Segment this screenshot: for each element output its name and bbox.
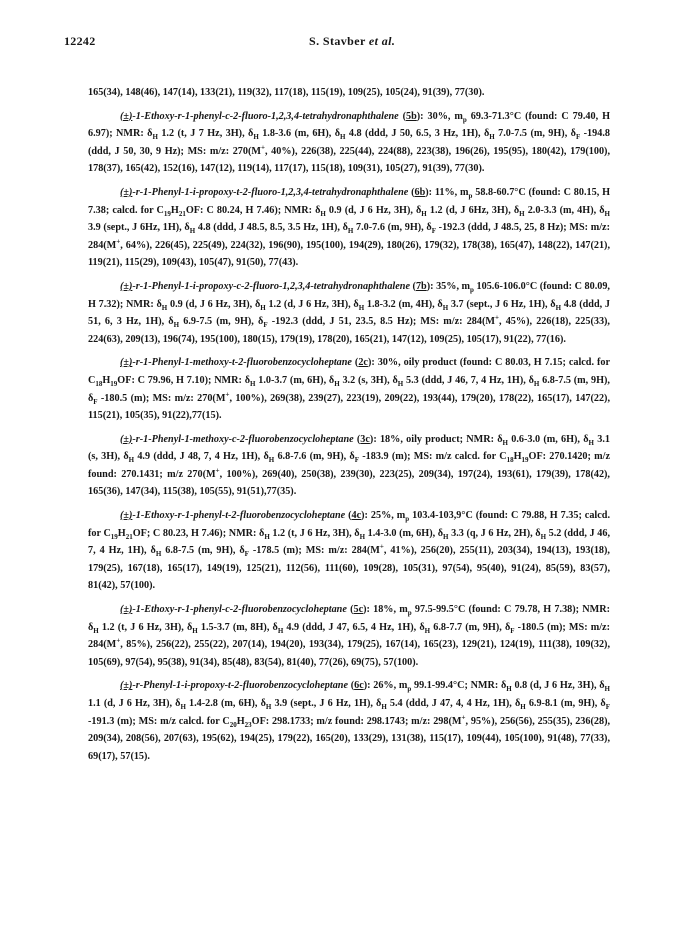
subscript: H (334, 379, 340, 388)
compound-ref: 6b (414, 186, 426, 198)
entry-text: 4.9 (ddd, J 47, 6.5, 4 Hz, 1H), δ (283, 621, 425, 633)
entry-text: OF: 270.1420; m/z found: 270.1431; m/z 270(M (88, 451, 610, 480)
entry-text: , 40%), 226(38), 225(44), 224(88), 223(38), 196(26), 195(95), 180(42), 179(100), 178(37), 165(42), 152(16), 147(12), 119(14), 117(17), 115(18), 109(31), 105(27), 91(39), 77(30). (88, 145, 610, 175)
entry-text: 7.0-7.6 (m, 9H), δ (353, 222, 432, 234)
compound-name (120, 434, 354, 445)
entry-text: 1.4-2.8 (m, 6H), δ (185, 698, 266, 709)
subscript: H (128, 456, 135, 465)
compound-ref: 2c (358, 357, 368, 369)
subscript: p (405, 515, 410, 524)
compound-name (120, 187, 408, 198)
subscript: H (320, 209, 326, 218)
compound-entry: (±)-r-Phenyl-1-i-propoxy-t-2-fluorobenzocycloheptane (6c): 26%, $m_p$ 99.1-99.4°C; NMR: $\delta_H$ 0.8 (d, J 6 Hz, 3H), $\delta_H$ 1.1 (d, J 6 Hz, 3H), $\delta_H$ 1.4-2.8 (m, 6H), $\delta_H$ 3.9 (sept., J 6 Hz, 1H), $\delta_H$ 5.4 (ddd, J 47, 4, 4 Hz, 1H), $\delta_H$ 6.9-8.1 (m, 9H), $\delta_F$ -191.3 (m); MS: m/z calcd. for $C_{20}H_{23}OF$: 298.1733; m/z found: 298.1743; m/z: 298(M+, 95%), 256(56), 255(35), 236(28), 209(34), 208(56), 207(63), 195(62), 194(25), 179(22), 165(20), 133(29), 131(38), 115(17), 109(44), 105(100), 91(48), 77(33), 69(17), 57(15). (88, 680, 611, 762)
entry-text: 3.9 (sept., J 6 Hz, 1H), δ (271, 698, 382, 709)
subscript: F (605, 703, 610, 712)
entry-text: ): 25%, m (361, 510, 406, 522)
compound-name-text: -r-1-Phenyl-1-methoxy-c-2-fluorobenzocycloheptane (132, 433, 354, 445)
entry-text: H (102, 374, 111, 386)
subscript: 21 (125, 532, 133, 541)
subscript: H (519, 209, 525, 218)
stereo-descriptor: (±) (120, 680, 133, 692)
entry-text: 6.9-8.1 (m, 9H), δ (525, 698, 606, 709)
subscript: H (265, 703, 272, 712)
stereo-descriptor: (±) (120, 510, 133, 522)
subscript: H (180, 703, 186, 712)
entry-text: -180.5 (m); MS: m/z: 270(M (97, 392, 226, 404)
subscript: F (354, 456, 360, 465)
subscript: H (347, 227, 354, 236)
entry-text: H (236, 715, 245, 727)
entry-text: -192.3 (ddd, J 51, 23.5, 8.5 Hz); MS: m/z: 284(M (267, 316, 495, 328)
subscript: F (244, 550, 249, 559)
entry-text: 0.9 (d, J 6 Hz, 3H), δ (167, 298, 261, 310)
compound-ref: 6c (354, 680, 364, 692)
subscript: H (421, 209, 427, 218)
entry-text: ): 18%, oily product; NMR: δ (369, 433, 503, 445)
compound-ref: 5b (406, 110, 417, 122)
compound-ref: 4c (351, 510, 362, 522)
entry-text: -194.8 (ddd, J 50, 30, 9 Hz); MS: m/z: 270(M (88, 128, 610, 157)
entry-text: 3.1 (s, 3H), δ (88, 433, 610, 463)
compound-ref: 3c (360, 433, 370, 445)
entry-text: 58.8-60.7°C (found: C 80.15, H 7.38; calcd. for C (88, 186, 610, 216)
compound-name-text: -r-1-Phenyl-1-i-propoxy-c-2-fluoro-1,2,3,4-tetrahydronaphthalene (132, 280, 410, 292)
subscript: H (588, 438, 594, 447)
subscript: F (93, 397, 98, 406)
entry-text: H (170, 204, 179, 216)
entry-text: 0.6-3.0 (m, 6H), δ (507, 433, 589, 445)
compound-entry: (±)-r-1-Phenyl-1-i-propoxy-t-2-fluoro-1,2,3,4-tetrahydronaphthalene (6b): 11%, $m_p$ 58.8-60.7°C (found: C 80.15, H 7.38; calcd. for $C_{19}H_{21}OF$: C 80.24, H 7.46); NMR: $\delta_H$ 0.9 (d, J 6 Hz, 3H), $\delta_H$ 1.2 (d, J 6Hz, 3H), $\delta_H$ 2.0-3.3 (m, 4H), $\delta_H$ 3.9 (sept., J 6Hz, 1H), $\delta_H$ 4.8 (ddd, J 48.5, 8.5, 3.5 Hz, 1H), $\delta_H$ 7.0-7.6 (m, 9H), $\delta_F$ -192.3 (ddd, J 48.5, 25, 8 Hz); MS: m/z: 284(M+, 64%), 226(45), 225(49), 224(32), 196(90), 195(100), 194(29), 180(26), 179(32), 178(38), 165(47), 148(22), 147(21), 119(21), 115(29), 109(43), 105(47), 91(50), 77(43). (88, 186, 610, 269)
entry-text: 6.8-7.6 (m, 9H), δ (274, 451, 355, 463)
compound-name-text: -r-1-Phenyl-1-methoxy-t-2-fluorobenzocycloheptane (132, 357, 352, 369)
entry-text: 6.8-7.7 (m, 9H), δ (430, 621, 511, 633)
stereo-descriptor: (±) (120, 280, 133, 292)
entry-text: 97.5-99.5°C (found: C 79.78, H 7.38); NMR: δ (88, 604, 610, 633)
entry-text: 4.8 (ddd, J 51, 6, 3 Hz, 1H), δ (88, 298, 611, 328)
compound-name (120, 510, 345, 521)
entry-text: 7.0-7.5 (m, 9H), δ (494, 128, 576, 140)
entry-text: 6.8-7.5 (m, 9H), δ (88, 374, 610, 404)
entry-text: -192.3 (ddd, J 48.5, 25, 8 Hz); MS: m/z: 284(M (88, 222, 610, 251)
compound-entry: (±)-r-1-Phenyl-1-methoxy-t-2-fluorobenzocycloheptane (2c): 30%, oily product (found: C 80.03, H 7.15; calcd. for $C_{18}H_{19}OF$: C 79.96, H 7.10); NMR: $\delta_H$ 1.0-3.7 (m, 6H), $\delta_H$ 3.2 (s, 3H), $\delta_H$ 5.3 (ddd, J 46, 7, 4 Hz, 1H), $\delta_H$ 6.8-7.5 (m, 9H), $\delta_F$ -180.5 (m); MS: m/z: 270(M+, 100%), 269(38), 239(27), 223(19), 209(22), 193(44), 179(20), 178(22), 165(17), 147(22), 115(21), 105(35), 91(22),77(15). (88, 357, 610, 422)
subscript: H (397, 379, 404, 388)
entry-text: , 64%), 226(45), 225(49), 224(32), 196(90), 195(100), 194(29), 180(26), 179(32), 178(38), 165(47), 148(22), 147(21), 119(21), 115(29), 109(43), 105(47), 91(50), 77(43). (88, 239, 610, 269)
subscript: H (359, 532, 366, 541)
subscript: p (462, 115, 467, 124)
entry-text: 1.2 (t, J 6 Hz, 3H), δ (98, 621, 193, 633)
entry-text: , 85%), 256(22), 255(22), 207(14), 194(20), 193(34), 179(25), 167(14), 165(23), 129(21), 124(19), 111(38), 109(32), 105(69), 97(54), 95(38), 91(34), 85(48), 83(54), 81(40), 77(26), 69(75), 57(100). (88, 639, 610, 668)
subscript: p (407, 685, 412, 694)
compound-name (120, 111, 399, 122)
entry-text: 3.3 (q, J 6 Hz, 2H), δ (448, 527, 541, 539)
subscript: H (173, 321, 180, 330)
entry-text: 103.4-103,9°C (found: C 79.88, H 7.35; calcd. for C (88, 510, 610, 539)
subscript: H (93, 626, 99, 635)
compound-entry: (±)-1-Ethoxy-r-1-phenyl-t-2-fluorobenzocycloheptane (4c): 25%, $m_p$ 103.4-103,9°C (found: C 79.88, H 7.35; calcd. for $C_{19}H_{21}OF$; C 80.23, H 7.46); NMR: $\delta_H$ 1.2 (t, J 6 Hz, 3H), $\delta_H$ 1.4-3.0 (m, 6H), $\delta_H$ 3.3 (q, J 6 Hz, 2H), $\delta_H$ 5.2 (ddd, J 46, 7, 4 Hz, 1H), $\delta_H$ 6.8-7.5 (m, 9H), $\delta_F$ -178.5 (m); MS: m/z: 284(M+, 41%), 256(20), 255(11), 203(34), 194(13), 193(18), 179(25), 167(18), 165(17), 149(19), 125(21), 112(56), 111(60), 109(28), 105(31), 97(54), 95(40), 91(24), 85(59), 83(57), 81(42), 57(100). (88, 510, 610, 592)
entry-text: OF: C 79.96, H 7.10); NMR: δ (117, 374, 251, 386)
subscript: H (604, 685, 610, 694)
subscript: H (161, 303, 168, 312)
subscript: H (424, 626, 431, 635)
superscript: + (116, 237, 121, 246)
subscript: 20 (229, 720, 237, 729)
compound-name (120, 680, 348, 691)
page-header (64, 34, 594, 50)
subscript: H (260, 303, 266, 312)
running-title-author: S. Stavber (309, 34, 366, 48)
entry-text: 1.4-3.0 (m, 6H), δ (365, 527, 444, 539)
compound-name-text: -1-Ethoxy-r-1-phenyl-c-2-fluorobenzocycloheptane (132, 604, 347, 616)
subscript: 19 (110, 532, 118, 541)
continued-ms-data: 165(34), 148(46), 147(14), 133(21), 119(32), 117(18), 115(19), 109(25), 105(24), 91(39), 77(30). (88, 87, 485, 98)
entry-text: 1.1 (d, J 6 Hz, 3H), δ (88, 698, 181, 709)
compound-ref: 5c (353, 604, 364, 616)
compound-name-text: -r-Phenyl-1-i-propoxy-t-2-fluorobenzocycloheptane (132, 680, 348, 692)
entry-text: -183.9 (m); MS: m/z calcd. for C (359, 451, 507, 463)
compound-entry: (±)-1-Ethoxy-r-1-phenyl-c-2-fluoro-1,2,3,4-tetrahydronaphthalene (5b): 30%, $m_p$ 69.3-71.3°C (found: C 79.40, H 6.97); NMR: $\delta_H$ 1.2 (t, J 7 Hz, 3H), $\delta_H$ 1.8-3.6 (m, 6H), $\delta_H$ 4.8 (ddd, J 50, 6.5, 3 Hz, 1H), $\delta_H$ 7.0-7.5 (m, 9H), $\delta_F$ -194.8 (ddd, J 50, 30, 9 Hz); MS: m/z: 270(M+, 40%), 226(38), 225(44), 224(88), 223(38), 196(26), 195(95), 180(42), 179(100), 178(37), 165(42), 152(16), 147(12), 119(14), 117(17), 115(18), 109(31), 105(27), 91(39), 77(30). (88, 110, 610, 175)
subscript: F (263, 321, 268, 330)
subscript: H (502, 438, 508, 447)
entry-text: OF: 298.1733; m/z found: 298.1743; m/z: 298(M (251, 715, 462, 727)
experimental-section (88, 84, 610, 771)
subscript: H (264, 532, 270, 541)
entry-text: 1.5-3.7 (m, 8H), δ (197, 621, 278, 633)
stereo-descriptor: (±) (120, 433, 133, 445)
entry-text: H (513, 451, 522, 463)
compound-entry: (±)-r-1-Phenyl-1-i-propoxy-c-2-fluoro-1,2,3,4-tetrahydronaphthalene (7b): 35%, $m_p$ 105.6-106.0°C (found: C 80.09, H 7.32); NMR: $\delta_H$ 0.9 (d, J 6 Hz, 3H), $\delta_H$ 1.2 (d, J 6 Hz, 3H), $\delta_H$ 1.8-3.2 (m, 4H), $\delta_H$ 3.7 (sept., J 6 Hz, 1H), $\delta_H$ 4.8 (ddd, J 51, 6, 3 Hz, 1H), $\delta_H$ 6.9-7.5 (m, 9H), $\delta_F$ -192.3 (ddd, J 51, 23.5, 8.5 Hz); MS: m/z: 284(M+, 45%), 226(18), 225(33), 224(63), 209(13), 196(74), 195(100), 180(15), 179(19), 178(20), 165(21), 147(12), 109(25), 105(17), 91(22), 77(16). (88, 280, 611, 345)
entry-text: ): 26%, m (363, 680, 408, 692)
compound-name-text: -1-Ethoxy-r-1-phenyl-c-2-fluoro-1,2,3,4-tetrahydronaphthalene (132, 110, 399, 122)
superscript: + (116, 636, 121, 645)
running-title-suffix: et al. (368, 34, 396, 48)
subscript: H (189, 227, 196, 236)
entry-text: 4.9 (ddd, J 48, 7, 4 Hz, 1H), δ (134, 451, 269, 463)
entry-text: , 41%), 256(20), 255(11), 203(34), 194(13), 193(18), 179(25), 167(18), 165(17), 149(19), 125(21), 112(56), 111(60), 109(28), 105(31), 97(54), 95(40), 91(24), 85(59), 83(57), 81(42), 57(100). (88, 545, 610, 592)
entry-text: ): 11%, m (425, 186, 469, 198)
subscript: H (155, 550, 162, 559)
entry-text: 1.0-3.7 (m, 6H), δ (255, 374, 335, 386)
entry-text: 1.8-3.2 (m, 4H), δ (364, 298, 443, 310)
subscript: H (253, 133, 259, 142)
compound-entry: (±)-r-1-Phenyl-1-methoxy-c-2-fluorobenzocycloheptane (3c): 18%, oily product; NMR: $\delta_H$ 0.6-3.0 (m, 6H), $\delta_H$ 3.1 (s, 3H), $\delta_H$ 4.9 (ddd, J 48, 7, 4 Hz, 1H), $\delta_H$ 6.8-7.6 (m, 9H), $\delta_F$ -183.9 (m); MS: m/z calcd. for $C_{18}H_{19}OF$: 270.1420; m/z found: 270.1431; m/z 270(M+, 100%), 269(40), 250(38), 239(30), 223(25), 209(34), 197(24), 193(61), 179(39), 178(42), 165(36), 147(34), 115(38), 105(55), 91(51),77(35). (88, 433, 610, 498)
superscript: + (215, 466, 220, 475)
subscript: H (555, 303, 562, 312)
entry-text: 5.4 (ddd, J 47, 4, 4 Hz, 1H), δ (386, 698, 521, 709)
subscript: H (339, 133, 346, 142)
entry-text: 0.8 (d, J 6 Hz, 3H), δ (511, 680, 605, 692)
entry-text: 6.9-7.5 (m, 9H), δ (179, 316, 264, 328)
entry-text: -178.5 (m); MS: m/z: 284(M (248, 545, 380, 557)
superscript: + (494, 313, 499, 322)
stereo-descriptor: (±) (120, 186, 133, 198)
subscript: H (442, 303, 449, 312)
superscript: + (379, 542, 384, 551)
subscript: F (575, 133, 581, 142)
page-number: 12242 (64, 34, 96, 48)
subscript: p (470, 285, 474, 294)
entry-text: , 95%), 256(56), 255(35), 236(28), 209(34), 208(56), 207(63), 195(62), 194(25), 179(22), 165(20), 133(29), 131(38), 115(17), 109(44), 105(100), 91(48), 77(33), 69(17), 57(15). (88, 715, 611, 762)
subscript: H (250, 379, 256, 388)
entry-text: 1.2 (d, J 6 Hz, 3H), δ (265, 298, 359, 310)
entry-text: 3.9 (sept., J 6Hz, 1H), δ (88, 222, 190, 234)
subscript: H (604, 209, 610, 218)
subscript: H (192, 626, 198, 635)
entry-text: 1.8-3.6 (m, 6H), δ (258, 128, 340, 140)
entry-text: 5.2 (ddd, J 46, 7, 4 Hz, 1H), δ (88, 527, 610, 557)
entry-text: 105.6-106.0°C (found: C 80.09, H 7.32); NMR: δ (88, 280, 610, 310)
subscript: 18 (95, 379, 103, 388)
subscript: H (533, 379, 540, 388)
subscript: 23 (244, 720, 252, 729)
entry-text: , 100%), 269(40), 250(38), 239(30), 223(25), 209(34), 197(24), 193(61), 179(39), 178(42), 165(36), 147(34), 115(38), 105(55), 91(51),77(35). (88, 468, 610, 498)
subscript: 19 (521, 456, 529, 465)
entry-text: 3.2 (s, 3H), δ (339, 374, 398, 386)
subscript: H (268, 456, 275, 465)
compound-entry: (±)-1-Ethoxy-r-1-phenyl-c-2-fluorobenzocycloheptane (5c): 18%, $m_p$ 97.5-99.5°C (found: C 79.78, H 7.38); NMR: $\delta_H$ 1.2 (t, J 6 Hz, 3H), $\delta_H$ 1.5-3.7 (m, 8H), $\delta_H$ 4.9 (ddd, J 47, 6.5, 4 Hz, 1H), $\delta_H$ 6.8-7.7 (m, 9H), $\delta_F$ -180.5 (m); MS: m/z: 284(M+, 85%), 256(22), 255(22), 207(14), 194(20), 193(34), 179(25), 167(14), 165(23), 129(21), 124(19), 111(38), 109(32), 105(69), 97(54), 95(38), 91(34), 85(48), 83(54), 81(40), 77(26), 69(75), 57(100). (88, 604, 610, 668)
entry-text: 4.8 (ddd, J 48.5, 8.5, 3.5 Hz, 1H), δ (195, 222, 348, 234)
entry-text: OF; C 80.23, H 7.46); NMR: δ (132, 527, 265, 539)
subscript: H (358, 303, 365, 312)
subscript: p (407, 609, 412, 618)
compound-ref: 7b (415, 280, 427, 292)
subscript: H (443, 532, 449, 541)
entry-text: 0.9 (d, J 6 Hz, 3H), δ (325, 204, 422, 216)
subscript: p (468, 192, 473, 200)
entry-text: 1.2 (d, J 6Hz, 3H), δ (426, 204, 520, 216)
entry-text: , 100%), 269(38), 239(27), 223(19), 209(22), 193(44), 179(20), 178(22), 165(17), 147(22), 115(21), 105(35), 91(22),77(15). (88, 392, 610, 422)
subscript: H (540, 532, 547, 541)
compound-name (120, 281, 410, 292)
subscript: H (506, 685, 512, 694)
entry-text: 99.1-99.4°C; NMR: δ (411, 680, 507, 692)
subscript: H (489, 133, 495, 142)
entry-text: 69.3-71.3°C (found: C 79.40, H 6.97); NMR: δ (88, 110, 610, 140)
subscript: F (431, 227, 436, 236)
subscript: 18 (506, 456, 514, 465)
entry-text: 2.0-3.3 (m, 4H), δ (524, 204, 605, 216)
entry-text: , 45%), 226(18), 225(33), 224(63), 209(13), 196(74), 195(100), 180(15), 179(19), 178(20), 165(21), 147(12), 109(25), 105(17), 91(22), 77(16). (88, 316, 610, 345)
subscript: 19 (110, 379, 118, 388)
entry-text: ): 35%, m (426, 280, 471, 292)
superscript: + (461, 713, 466, 722)
entry-text: H (117, 527, 126, 539)
subscript: H (520, 703, 526, 712)
stereo-descriptor: (±) (120, 110, 133, 122)
entry-text: 4.8 (ddd, J 50, 6.5, 3 Hz, 1H), δ (345, 128, 490, 140)
subscript: F (510, 626, 515, 635)
stereo-descriptor: (±) (120, 604, 133, 616)
superscript: + (261, 143, 266, 152)
subscript: 21 (178, 209, 186, 218)
subscript: H (152, 133, 158, 142)
entry-text: 1.2 (t, J 6 Hz, 3H), δ (269, 527, 360, 539)
entry-text: 1.2 (t, J 7 Hz, 3H), δ (157, 128, 254, 140)
stereo-descriptor: (±) (120, 357, 133, 369)
entry-text: OF: C 80.24, H 7.46); NMR: δ (185, 204, 321, 216)
compound-name-text: -r-1-Phenyl-1-i-propoxy-t-2-fluoro-1,2,3,4-tetrahydronaphthalene (132, 186, 409, 198)
entry-text: -191.3 (m); MS: m/z calcd. for C (88, 715, 230, 727)
subscript: H (277, 626, 284, 635)
entry-text: ): 18%, m (363, 604, 408, 616)
entry-text: 5.3 (ddd, J 46, 7, 4 Hz, 1H), δ (403, 374, 534, 386)
entry-text: 3.7 (sept., J 6 Hz, 1H), δ (448, 298, 556, 310)
compound-name (120, 357, 352, 368)
compound-name-text: -1-Ethoxy-r-1-phenyl-t-2-fluorobenzocycloheptane (132, 510, 346, 522)
running-title (309, 34, 395, 49)
entry-text: ): 30%, oily product (found: C 80.03, H 7.15; calcd. for C (88, 357, 610, 386)
subscript: H (381, 703, 387, 712)
superscript: + (225, 390, 230, 399)
subscript: 19 (163, 209, 171, 218)
entry-text: -180.5 (m); MS: m/z: 284(M (88, 621, 610, 651)
entry-text: ): 30%, m (416, 110, 463, 122)
compound-name (120, 604, 347, 615)
entry-text: 6.8-7.5 (m, 9H), δ (161, 545, 245, 557)
